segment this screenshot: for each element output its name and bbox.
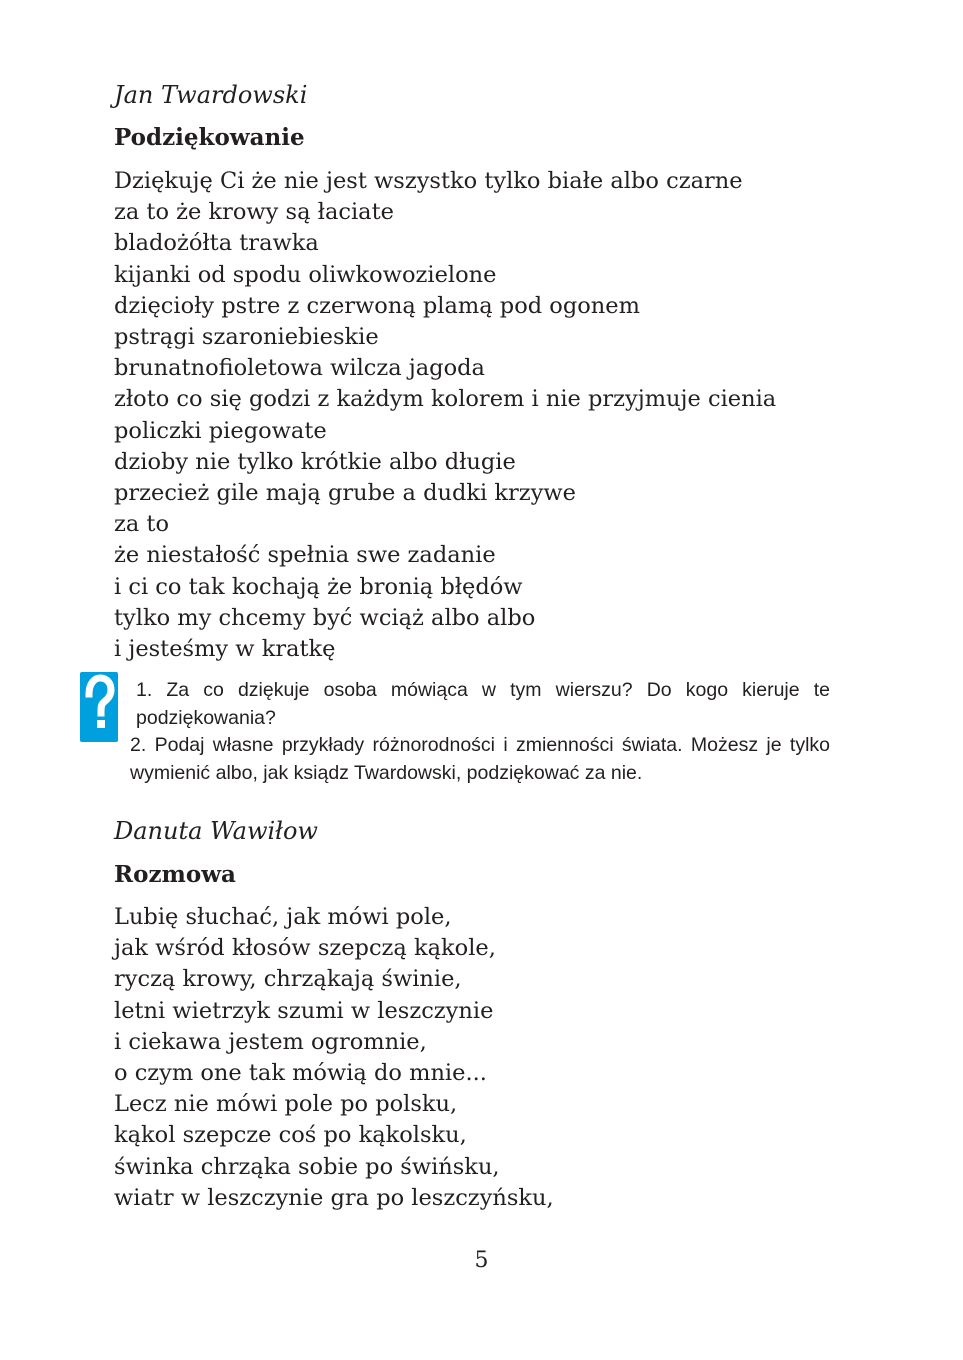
poem-line: i ciekawa jestem ogromnie,: [114, 1028, 427, 1055]
poem-line: jak wśród kłosów szepczą kąkole,: [114, 935, 496, 962]
question-item-2: 2. Podaj własne przykłady różnorodności i zmienności świata. Możesz je tylko wymienić albo, jak ksiądz Twardowski, podziękować za nie.: [130, 734, 830, 784]
poem-line: Lecz nie mówi pole po polsku,: [114, 1091, 458, 1118]
poem-line: dzioby nie tylko krótkie albo długie: [114, 448, 516, 475]
poem2-title: Rozmowa: [114, 861, 236, 888]
poem-line: brunatnofioletowa wilcza jagoda: [114, 355, 485, 382]
poem1-title: Podziękowanie: [114, 124, 305, 151]
poem-line: złoto co się godzi z każdym kolorem i nie przyjmuje cienia: [114, 386, 777, 413]
poem-line: kąkol szepcze coś po kąkolsku,: [114, 1122, 467, 1149]
poem1-author: Jan Twardowski: [114, 81, 308, 109]
poem-line: i jesteśmy w kratkę: [114, 636, 336, 663]
poem-line: bladożółta trawka: [114, 230, 319, 257]
poem-line: Lubię słuchać, jak mówi pole,: [114, 904, 452, 930]
poem-line: ryczą krowy, chrząkają świnie,: [114, 966, 462, 993]
poem-line: policzki piegowate: [114, 417, 327, 444]
questions-block: [130, 677, 830, 787]
poem-line: i ci co tak kochają że bronią błędów: [114, 573, 523, 600]
question-item-1: 1. Za co dziękuje osoba mówiąca w tym wierszu? Do kogo kieruje te podziękowania?: [136, 679, 830, 729]
page-number: 5: [474, 1248, 489, 1273]
poem-line: za to: [114, 511, 170, 538]
poem-line: że niestałość spełnia swe zadanie: [114, 542, 496, 569]
poem-line: kijanki od spodu oliwkowozielone: [114, 261, 497, 288]
poem-line: letni wietrzyk szumi w leszczynie: [114, 997, 494, 1024]
poem-line: o czym one tak mówią do mnie...: [114, 1060, 487, 1087]
poem-line: przecież gile mają grube a dudki krzywe: [114, 480, 576, 507]
poem-line: wiatr w leszczynie gra po leszczyńsku,: [114, 1184, 554, 1211]
poem1-lines: [114, 166, 776, 665]
poem2-lines: [114, 902, 554, 1214]
poem-line: dzięcioły pstre z czerwoną plamą pod ogonem: [114, 292, 640, 319]
poem-line: świnka chrząka sobie po świńsku,: [114, 1153, 500, 1180]
question-mark-icon: [80, 672, 118, 742]
poem-line: za to że krowy są łaciate: [114, 199, 394, 226]
poem-line: pstrągi szaroniebieskie: [114, 324, 379, 351]
poem-line: Dziękuję Ci że nie jest wszystko tylko białe albo czarne: [114, 168, 743, 194]
poem-line: tylko my chcemy być wciąż albo albo: [114, 604, 536, 631]
poem2-author: Danuta Wawiłow: [114, 817, 318, 845]
